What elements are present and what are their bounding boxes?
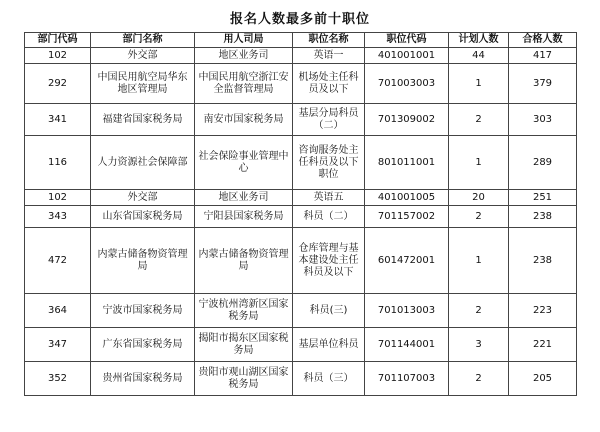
cell-position-name: 英语五	[293, 190, 365, 206]
cell-position-name: 科员(三)	[293, 294, 365, 328]
cell-plan-count: 2	[449, 294, 509, 328]
cell-position-code: 401001005	[365, 190, 449, 206]
cell-qualified-count: 289	[509, 136, 577, 190]
cell-position-name: 英语一	[293, 48, 365, 64]
cell-plan-count: 3	[449, 328, 509, 362]
cell-bureau: 地区业务司	[195, 48, 293, 64]
cell-plan-count: 44	[449, 48, 509, 64]
cell-position-name: 基层单位科员	[293, 328, 365, 362]
cell-dept-code: 102	[25, 48, 91, 64]
table-header-row	[25, 33, 577, 48]
table-row	[25, 294, 577, 328]
cell-dept-name: 人力资源社会保障部	[91, 136, 195, 190]
header-bureau: 用人司局	[195, 33, 293, 48]
table-row	[25, 228, 577, 294]
cell-qualified-count: 303	[509, 104, 577, 136]
cell-dept-code: 341	[25, 104, 91, 136]
cell-dept-name: 山东省国家税务局	[91, 206, 195, 228]
cell-position-code: 701144001	[365, 328, 449, 362]
cell-qualified-count: 205	[509, 362, 577, 396]
cell-plan-count: 2	[449, 206, 509, 228]
cell-dept-name: 外交部	[91, 190, 195, 206]
cell-position-code: 801011001	[365, 136, 449, 190]
cell-dept-name: 贵州省国家税务局	[91, 362, 195, 396]
cell-position-code: 701003003	[365, 64, 449, 104]
cell-plan-count: 2	[449, 104, 509, 136]
cell-plan-count: 1	[449, 64, 509, 104]
cell-position-code: 701107003	[365, 362, 449, 396]
cell-dept-name: 广东省国家税务局	[91, 328, 195, 362]
header-dept-name: 部门名称	[91, 33, 195, 48]
cell-position-code: 701309002	[365, 104, 449, 136]
cell-bureau: 贵阳市观山湖区国家税务局	[195, 362, 293, 396]
cell-dept-code: 472	[25, 228, 91, 294]
table-row	[25, 190, 577, 206]
table-row	[25, 64, 577, 104]
cell-position-name: 科员（二）	[293, 206, 365, 228]
cell-plan-count: 20	[449, 190, 509, 206]
cell-position-code: 601472001	[365, 228, 449, 294]
cell-qualified-count: 251	[509, 190, 577, 206]
cell-qualified-count: 221	[509, 328, 577, 362]
cell-position-name: 仓库管理与基本建设处主任科员及以下	[293, 228, 365, 294]
cell-bureau: 宁阳县国家税务局	[195, 206, 293, 228]
cell-dept-name: 宁波市国家税务局	[91, 294, 195, 328]
cell-position-name: 机场处主任科员及以下	[293, 64, 365, 104]
cell-bureau: 揭阳市揭东区国家税务局	[195, 328, 293, 362]
table-row	[25, 206, 577, 228]
header-position-code: 职位代码	[365, 33, 449, 48]
cell-position-code: 701157002	[365, 206, 449, 228]
cell-dept-code: 292	[25, 64, 91, 104]
table-row	[25, 362, 577, 396]
cell-plan-count: 2	[449, 362, 509, 396]
cell-dept-code: 102	[25, 190, 91, 206]
cell-dept-code: 347	[25, 328, 91, 362]
cell-bureau: 内蒙古储备物资管理局	[195, 228, 293, 294]
cell-dept-code: 116	[25, 136, 91, 190]
cell-dept-code: 352	[25, 362, 91, 396]
cell-qualified-count: 379	[509, 64, 577, 104]
cell-position-name: 基层分局科员（二）	[293, 104, 365, 136]
header-qualified-count: 合格人数	[509, 33, 577, 48]
cell-qualified-count: 238	[509, 206, 577, 228]
cell-position-code: 701013003	[365, 294, 449, 328]
cell-dept-name: 中国民用航空局华东地区管理局	[91, 64, 195, 104]
cell-bureau: 中国民用航空浙江安全监督管理局	[195, 64, 293, 104]
table-title: 报名人数最多前十职位	[229, 12, 370, 27]
positions-table	[24, 32, 577, 396]
cell-qualified-count: 417	[509, 48, 577, 64]
table-row	[25, 48, 577, 64]
cell-position-name: 科员（三）	[293, 362, 365, 396]
cell-qualified-count: 223	[509, 294, 577, 328]
cell-dept-name: 外交部	[91, 48, 195, 64]
cell-dept-code: 343	[25, 206, 91, 228]
cell-position-name: 咨询服务处主任科员及以下职位	[293, 136, 365, 190]
header-position-name: 职位名称	[293, 33, 365, 48]
cell-bureau: 地区业务司	[195, 190, 293, 206]
cell-bureau: 宁波杭州湾新区国家税务局	[195, 294, 293, 328]
header-dept-code: 部门代码	[25, 33, 91, 48]
cell-dept-name: 内蒙古储备物资管理局	[91, 228, 195, 294]
cell-position-code: 401001001	[365, 48, 449, 64]
cell-qualified-count: 238	[509, 228, 577, 294]
cell-bureau: 社会保险事业管理中心	[195, 136, 293, 190]
cell-plan-count: 1	[449, 228, 509, 294]
cell-dept-name: 福建省国家税务局	[91, 104, 195, 136]
table-row	[25, 328, 577, 362]
cell-bureau: 南安市国家税务局	[195, 104, 293, 136]
table-row	[25, 136, 577, 190]
table-row	[25, 104, 577, 136]
header-plan-count: 计划人数	[449, 33, 509, 48]
cell-dept-code: 364	[25, 294, 91, 328]
cell-plan-count: 1	[449, 136, 509, 190]
